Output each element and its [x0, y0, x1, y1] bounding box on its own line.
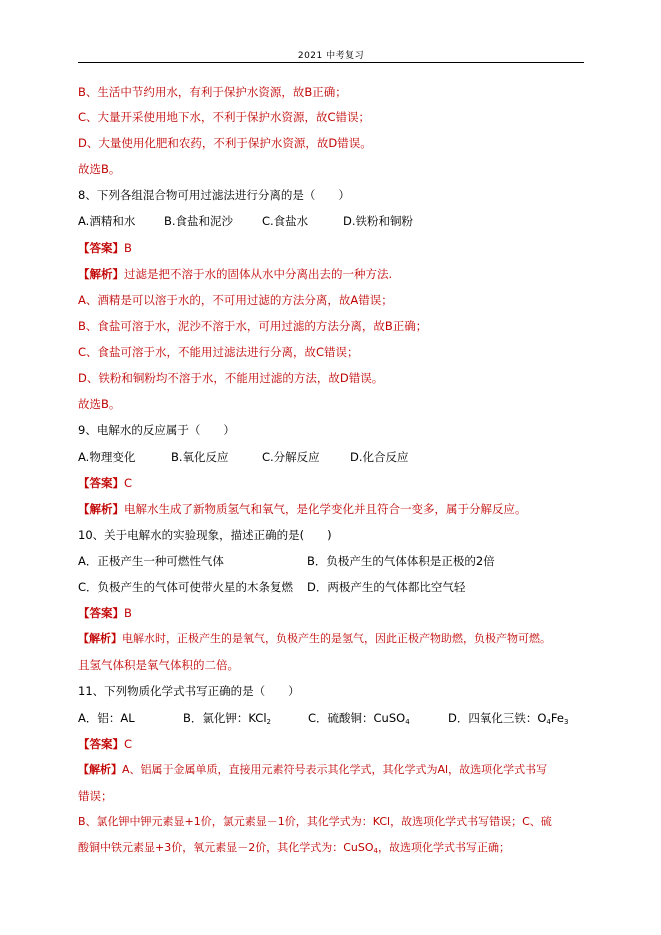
answer-tag: 【答案】	[78, 476, 124, 490]
q10-analysis	[78, 631, 551, 647]
q8-option-c: C.食盐水	[262, 214, 309, 228]
q10-answer	[78, 605, 132, 621]
conclusion-line: 故选B。	[78, 162, 121, 176]
explanation-text: 酸铜中铁元素显+3价，氧元素显－2价，其化学式为：CuSO	[78, 841, 374, 854]
conclusion-line: 故选B。	[78, 397, 121, 411]
answer-value: C	[124, 476, 133, 490]
analysis-text: 电解水生成了新物质氢气和氧气，是化学变化并且符合一变多，属于分解反应。	[124, 502, 527, 516]
q11-answer	[78, 736, 132, 752]
q11-analysis	[78, 762, 547, 778]
explanation-line: C、大量开采使用地下水，不利于保护水资源，故C错误；	[78, 110, 371, 124]
q11-option-a: A．铝：AL	[78, 711, 135, 725]
q10-option-b: B．负极产生的气体体积是正极的2倍	[307, 554, 495, 568]
answer-tag: 【答案】	[78, 241, 124, 255]
subscript: 4	[373, 847, 378, 855]
analysis-tag: 【解析】	[78, 763, 122, 776]
q11-option-d-text: D．四氧化三铁：O	[448, 711, 547, 725]
analysis-text: 过滤是把不溶于水的固体从水中分离出去的一种方法.	[124, 267, 393, 281]
q11-option-d-text2: Fe	[550, 711, 564, 725]
q11-option-c-text: C．硫酸铜：CuSO	[308, 711, 406, 725]
question-9: 9、电解水的反应属于（ ）	[78, 423, 235, 437]
question-11: 11、下列物质化学式书写正确的是（ ）	[78, 684, 300, 698]
answer-tag: 【答案】	[78, 606, 124, 620]
explanation-line	[78, 840, 510, 859]
q11-option-b-text: B．氯化钾：KCl	[183, 711, 267, 725]
subscript: 4	[405, 718, 410, 726]
q9-option-b: B.氧化反应	[171, 450, 229, 464]
q9-analysis	[78, 501, 527, 517]
analysis-tag: 【解析】	[78, 267, 124, 281]
q11-option-c	[308, 710, 410, 730]
q10-option-d: D．两极产生的气体都比空气轻	[307, 580, 466, 594]
analysis-tag: 【解析】	[78, 632, 122, 645]
answer-value: B	[124, 241, 132, 255]
explanation-line: B、生活中节约用水，有利于保护水资源，故B正确；	[78, 85, 347, 99]
q8-option-a: A.酒精和水	[78, 214, 136, 228]
q9-option-d: D.化合反应	[350, 450, 409, 464]
analysis-continuation: 错误；	[78, 789, 113, 803]
q9-option-c: C.分解反应	[262, 450, 320, 464]
explanation-line: D、铁粉和铜粉均不溶于水，不能用过滤的方法，故D错误。	[78, 371, 384, 385]
q9-answer	[78, 475, 132, 491]
answer-value: C	[124, 737, 133, 751]
subscript: 2	[266, 718, 271, 726]
q8-option-d: D.铁粉和铜粉	[343, 214, 414, 228]
explanation-line: B、食盐可溶于水，泥沙不溶于水，可用过滤的方法分离，故B正确；	[78, 319, 428, 333]
question-8: 8、下列各组混合物可用过滤法进行分离的是（ ）	[78, 188, 350, 202]
question-10: 10、关于电解水的实验现象，描述正确的是( )	[78, 528, 332, 542]
explanation-line: B、氯化钾中钾元素显+1价，氯元素显－1价，其化学式为：KCl，故选项化学式书写错误；C、硫	[78, 815, 552, 828]
q11-option-b	[183, 710, 271, 730]
explanation-line: D、大量使用化肥和农药，不利于保护水资源，故D错误。	[78, 136, 372, 150]
q10-option-a: A．正极产生一种可燃性气体	[78, 554, 224, 568]
q8-analysis	[78, 266, 392, 282]
q9-option-a: A.物理变化	[78, 450, 136, 464]
analysis-text: A、铝属于金属单质，直接用元素符号表示其化学式，其化学式为Al，故选项化学式书写	[122, 763, 548, 776]
explanation-text2: ，故选项化学式书写正确；	[377, 841, 510, 854]
analysis-continuation: 且氢气体积是氧气体积的二倍。	[78, 658, 239, 672]
explanation-line: A、酒精是可以溶于水的，不可用过滤的方法分离，故A错误；	[78, 293, 393, 307]
analysis-text: 电解水时，正极产生的是氧气，负极产生的是氢气，因此正极产物助燃，负极产物可燃。	[122, 632, 551, 645]
q11-option-d	[448, 710, 568, 730]
answer-value: B	[124, 606, 132, 620]
q8-answer	[78, 240, 132, 256]
subscript: 3	[563, 718, 569, 726]
q8-option-b: B.食盐和泥沙	[164, 214, 234, 228]
q10-option-c: C．负极产生的气体可使带火星的木条复燃	[78, 580, 294, 594]
header-divider	[78, 62, 584, 63]
answer-tag: 【答案】	[78, 737, 124, 751]
subscript: 4	[546, 718, 551, 726]
analysis-tag: 【解析】	[78, 502, 124, 516]
page-header: 2021 中考复习	[297, 51, 365, 61]
explanation-line: C、食盐可溶于水，不能用过滤法进行分离，故C错误；	[78, 345, 359, 359]
